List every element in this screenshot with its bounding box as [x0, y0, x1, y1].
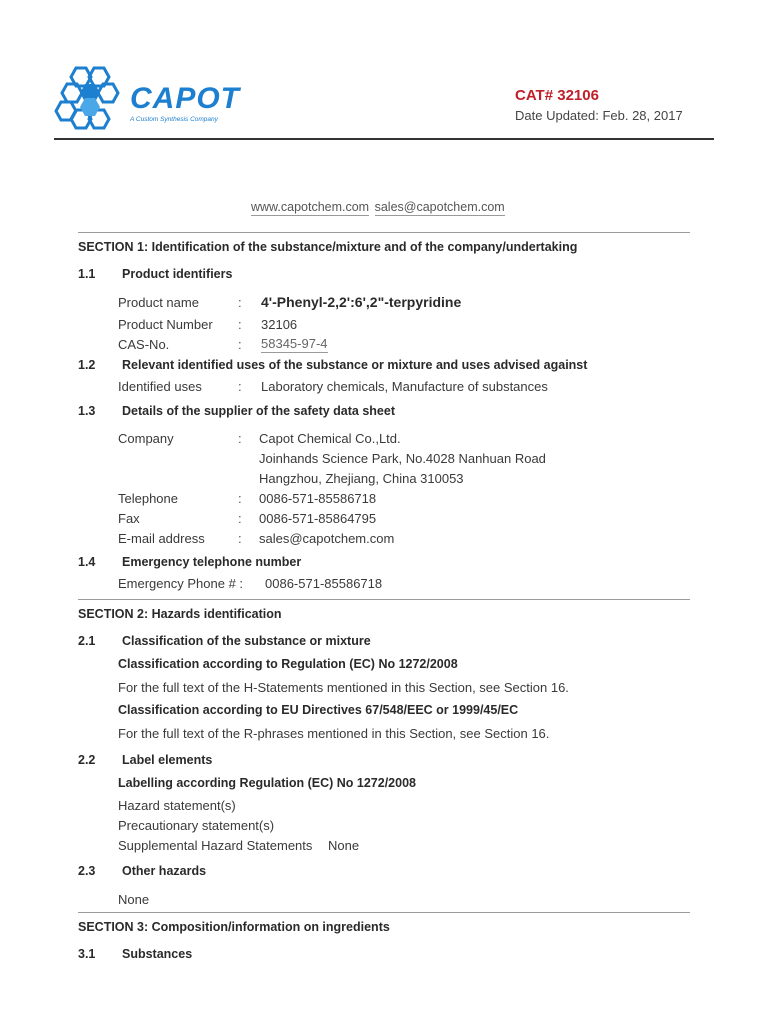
- s21-title: Classification of the substance or mixture: [122, 634, 371, 648]
- s22-title: Label elements: [122, 753, 213, 767]
- fax-label: Fax: [118, 511, 140, 526]
- section-divider: [78, 232, 690, 233]
- colon: :: [238, 317, 242, 332]
- header-divider: [54, 138, 714, 140]
- brand-name: CAPOT: [130, 82, 240, 115]
- brand-tagline: A Custom Synthesis Company: [130, 116, 218, 123]
- s14-num: 1.4: [78, 555, 96, 569]
- colon: :: [238, 491, 242, 506]
- colon: :: [238, 511, 242, 526]
- identified-uses-value: Laboratory chemicals, Manufacture of substances: [261, 379, 548, 394]
- s14-title: Emergency telephone number: [122, 555, 302, 569]
- company-line2: Joinhands Science Park, No.4028 Nanhuan Road: [259, 451, 546, 466]
- colon: :: [238, 431, 242, 446]
- precautionary-statements: Precautionary statement(s): [118, 818, 275, 833]
- s31-num: 3.1: [78, 947, 96, 961]
- product-name-value: 4'-Phenyl-2,2':6',2"-terpyridine: [261, 294, 462, 310]
- regulation-text: For the full text of the H-Statements mentioned in this Section, see Section 16.: [118, 680, 569, 695]
- colon: :: [238, 531, 242, 546]
- contact-links: [251, 200, 505, 214]
- capot-logo: [54, 64, 240, 132]
- s13-title: Details of the supplier of the safety data sheet: [122, 404, 395, 418]
- company-label: Company: [118, 431, 174, 446]
- supplemental-value: None: [328, 838, 360, 853]
- identified-uses-label: Identified uses: [118, 379, 202, 394]
- section3-title: SECTION 3: Composition/information on ingredients: [78, 920, 390, 934]
- cas-label: CAS-No.: [118, 337, 170, 352]
- section2-title: SECTION 2: Hazards identification: [78, 607, 282, 621]
- hexagon-logo-icon: [54, 64, 126, 132]
- cas-link[interactable]: 58345-97-4: [261, 336, 328, 351]
- s11-num: 1.1: [78, 267, 96, 281]
- product-number-label: Product Number: [118, 317, 213, 332]
- section1-title: SECTION 1: Identification of the substance/mixture and of the company/undertaking: [78, 240, 578, 254]
- supplemental-label: Supplemental Hazard Statements: [118, 838, 313, 853]
- s12-title: Relevant identified uses of the substance or mixture and uses advised against: [122, 358, 588, 372]
- s11-title: Product identifiers: [122, 267, 233, 281]
- other-hazards-value: None: [118, 892, 150, 907]
- eu-text: For the full text of the R-phrases mentioned in this Section, see Section 16.: [118, 726, 550, 741]
- date-updated: Date Updated: Feb. 28, 2017: [515, 108, 683, 123]
- website-link[interactable]: www.capotchem.com: [251, 200, 370, 214]
- section-divider: [78, 599, 690, 600]
- telephone-label: Telephone: [118, 491, 178, 506]
- product-number-value: 32106: [261, 317, 298, 332]
- company-line1: Capot Chemical Co.,Ltd.: [259, 431, 401, 446]
- eu-title: Classification according to EU Directives 67/548/EEC or 1999/45/EC: [118, 703, 519, 717]
- telephone-value: 0086-571-85586718: [259, 491, 377, 506]
- s21-num: 2.1: [78, 634, 96, 648]
- s12-num: 1.2: [78, 358, 96, 372]
- section-divider: [78, 912, 690, 913]
- regulation-title: Classification according to Regulation (EC) No 1272/2008: [118, 657, 458, 671]
- colon: :: [238, 337, 242, 352]
- s13-num: 1.3: [78, 404, 96, 418]
- fax-value: 0086-571-85864795: [259, 511, 377, 526]
- s22-num: 2.2: [78, 753, 96, 767]
- s31-title: Substances: [122, 947, 193, 961]
- hazard-statements: Hazard statement(s): [118, 798, 236, 813]
- s23-title: Other hazards: [122, 864, 207, 878]
- emergency-label: Emergency Phone # :: [118, 576, 244, 591]
- email-link[interactable]: sales@capotchem.com: [374, 200, 505, 214]
- catalog-number: CAT# 32106: [515, 87, 599, 104]
- colon: :: [238, 295, 242, 310]
- emergency-value: 0086-571-85586718: [265, 576, 383, 591]
- colon: :: [238, 379, 242, 394]
- product-name-label: Product name: [118, 295, 199, 310]
- company-line3: Hangzhou, Zhejiang, China 310053: [259, 471, 464, 486]
- email-value: sales@capotchem.com: [259, 531, 395, 546]
- s23-num: 2.3: [78, 864, 96, 878]
- email-label: E-mail address: [118, 531, 205, 546]
- labelling-title: Labelling according Regulation (EC) No 1272/2008: [118, 776, 416, 790]
